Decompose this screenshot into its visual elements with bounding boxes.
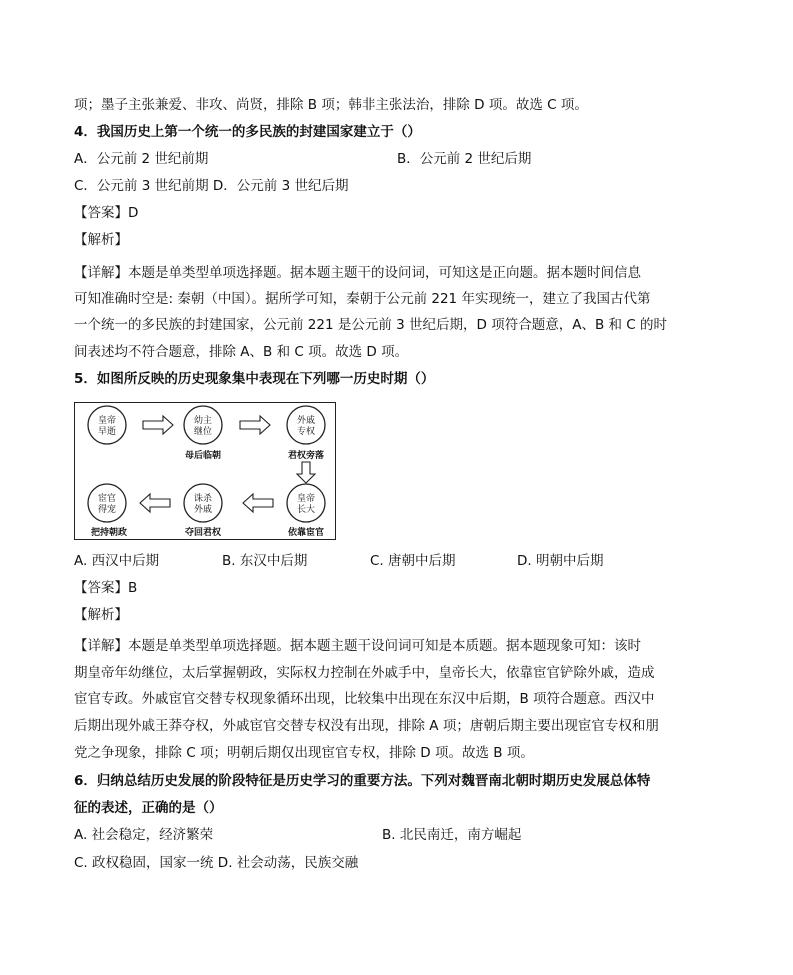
svg-text:宦官: 宦官 (97, 494, 117, 504)
question-4-detail-3: 一个统一的多民族的封建国家，公元前 221 是公元前 3 世纪后期，D 项符合题意，A、B 和 C 的时 (74, 317, 668, 333)
question-4-answer: 【答案】D (74, 205, 139, 221)
question-6-option-cd: C. 政权稳固，国家一统 D. 社会动荡，民族交融 (74, 855, 359, 871)
question-4-detail-1: 【详解】本题是单类型单项选择题。据本题主题干的设问词，可知这是正向题。据本题时间信息 (74, 265, 641, 281)
question-4-option-a: A．公元前 2 世纪前期 (74, 151, 209, 167)
arrow-right-1 (143, 416, 173, 434)
node-consort-emperor-grows (287, 484, 325, 522)
question-5-analysis-label: 【解析】 (74, 607, 128, 623)
question-5-detail-1: 【详解】本题是单类型单项选择题。据本题主题干设问词可知是本质题。据本题现象可知：该时 (74, 638, 641, 654)
svg-text:皇帝: 皇帝 (296, 494, 316, 504)
caption-regain-power: 夺回君权 (184, 528, 222, 538)
question-5-answer: 【答案】B (74, 580, 138, 596)
question-6-option-a: A. 社会稳定，经济繁荣 (74, 827, 214, 843)
question-5-stem: 5．如图所反映的历史现象集中表现在下列哪一历史时期（） (74, 371, 435, 387)
node-eunuch-favored (88, 484, 126, 522)
question-5-option-d: D. 明朝中后期 (517, 553, 604, 569)
question-5-detail-5: 党之争现象，排除 C 项；明朝后期仅出现宦官专权，排除 D 项。故选 B 项。 (74, 745, 534, 761)
svg-text:继位: 继位 (193, 427, 213, 437)
question-6-stem-1: 6．归纳总结历史发展的阶段特征是历史学习的重要方法。下列对魏晋南北朝时期历史发展总体特 (74, 773, 651, 789)
question-5-option-b: B. 东汉中后期 (222, 553, 308, 569)
caption-empress-regent: 母后临朝 (184, 451, 222, 461)
svg-text:外戚: 外戚 (193, 505, 213, 515)
question-5-detail-2: 期皇帝年幼继位，太后掌握朝政，实际权力控制在外戚手中，皇帝长大，依靠宦官铲除外戚，造成 (74, 665, 655, 681)
caption-control-court: 把持朝政 (90, 528, 128, 538)
arrow-right-2 (240, 416, 270, 434)
question-5-detail-4: 后期出现外戚王莽夺权，外戚宦官交替专权没有出现，排除 A 项；唐朝后期主要出现宦官专权和朋 (74, 718, 659, 734)
question-4-option-b: B．公元前 2 世纪后期 (397, 151, 532, 167)
node-kill-consort-clan (184, 484, 222, 522)
svg-text:长大: 长大 (296, 505, 316, 515)
caption-imperial-power-lost: 君权旁落 (287, 451, 325, 461)
svg-text:专权: 专权 (296, 427, 316, 437)
question-4-stem: 4．我国历史上第一个统一的多民族的封建国家建立于（） (74, 124, 421, 140)
svg-text:早逝: 早逝 (97, 427, 117, 437)
history-cycle-diagram (74, 402, 336, 540)
arrow-down (297, 462, 315, 483)
question-4-detail-4: 间表述均不符合题意，排除 A、B 和 C 项。故选 D 项。 (74, 344, 409, 360)
question-4-analysis-label: 【解析】 (74, 232, 128, 248)
svg-text:得宠: 得宠 (97, 505, 117, 515)
svg-text:外戚: 外戚 (296, 416, 316, 426)
svg-text:皇帝: 皇帝 (97, 416, 117, 426)
question-6-stem-2: 征的表述，正确的是（） (74, 800, 223, 816)
arrow-left-2 (140, 494, 170, 512)
node-consort-clan-power (287, 406, 325, 444)
node-emperor-dies-early (88, 406, 126, 444)
question-5-detail-3: 宦官专政。外戚宦官交替专权现象循环出现，比较集中出现在东汉中后期，B 项符合题意。西汉中 (74, 691, 655, 707)
caption-rely-on-eunuchs: 依靠宦官 (287, 528, 325, 538)
question-5-option-c: C. 唐朝中后期 (370, 553, 456, 569)
svg-text:诛杀: 诛杀 (193, 494, 213, 504)
question-4-detail-2: 可知准确时空是: 秦朝（中国）。据所学可知，秦朝于公元前 221 年实现统一，建立了我国古代第 (74, 291, 651, 307)
line-prev-answer-tail: 项；墨子主张兼爱、非攻、尚贤，排除 B 项；韩非主张法治，排除 D 项。故选 C 项。 (74, 97, 588, 113)
arrow-left-1 (243, 494, 273, 512)
svg-text:幼主: 幼主 (193, 416, 213, 426)
question-6-option-b: B. 北民南迁，南方崛起 (382, 827, 522, 843)
question-4-option-cd: C．公元前 3 世纪前期 D．公元前 3 世纪后期 (74, 178, 349, 194)
question-5-option-a: A. 西汉中后期 (74, 553, 160, 569)
node-young-ruler-succeeds (184, 406, 222, 444)
